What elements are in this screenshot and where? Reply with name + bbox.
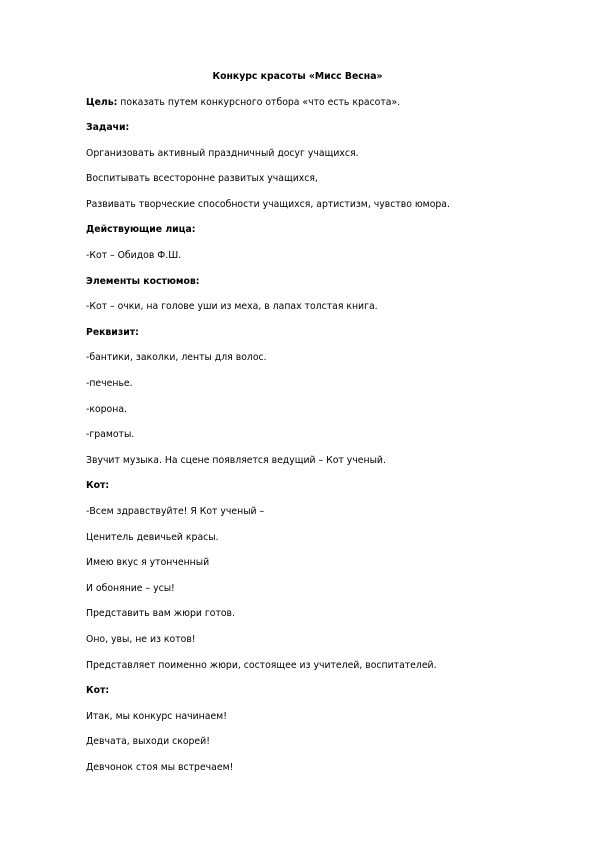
character-item: -Кот – Обидов Ф.Ш.	[86, 250, 182, 261]
costumes-heading: Элементы костюмов:	[86, 276, 200, 287]
speech-line: Итак, мы конкурс начинаем!	[86, 711, 227, 722]
stage-direction: Представляет поименно жюри, состоящее из учителей, воспитателей.	[86, 660, 437, 671]
characters-heading: Действующие лица:	[86, 224, 196, 235]
goal-label: Цель:	[86, 97, 118, 108]
prop-item: -грамоты.	[86, 429, 135, 440]
speech-line: Девчата, выходи скорей!	[86, 736, 210, 747]
speech-line: Имею вкус я утонченный	[86, 557, 210, 568]
goal-text: показать путем конкурсного отбора «что есть красота».	[117, 97, 401, 108]
speaker-label: Кот:	[86, 480, 110, 491]
speech-line: -Всем здравствуйте! Я Кот ученый –	[86, 506, 265, 517]
goal-line	[86, 97, 400, 109]
tasks-heading: Задачи:	[86, 122, 130, 133]
stage-direction: Звучит музыка. На сцене появляется ведущий – Кот ученый.	[86, 455, 386, 466]
speech-line: И обоняние – усы!	[86, 583, 175, 594]
prop-item: -печенье.	[86, 378, 133, 389]
task-item: Воспитывать всесторонне развитых учащихся,	[86, 173, 318, 184]
speech-line: Девчонок стоя мы встречаем!	[86, 762, 234, 773]
prop-item: -корона.	[86, 404, 127, 415]
speech-line: Оно, увы, не из котов!	[86, 634, 196, 645]
document-title: Конкурс красоты «Мисс Весна»	[212, 71, 383, 82]
speaker-label: Кот:	[86, 685, 110, 696]
costume-item: -Кот – очки, на голове уши из меха, в лапах толстая книга.	[86, 301, 378, 312]
props-heading: Реквизит:	[86, 327, 139, 338]
task-item: Развивать творческие способности учащихся, артистизм, чувство юмора.	[86, 199, 450, 210]
prop-item: -бантики, заколки, ленты для волос.	[86, 352, 267, 363]
task-item: Организовать активный праздничный досуг учащихся.	[86, 148, 359, 159]
speech-line: Ценитель девичьей красы.	[86, 532, 219, 543]
speech-line: Представить вам жюри готов.	[86, 608, 235, 619]
